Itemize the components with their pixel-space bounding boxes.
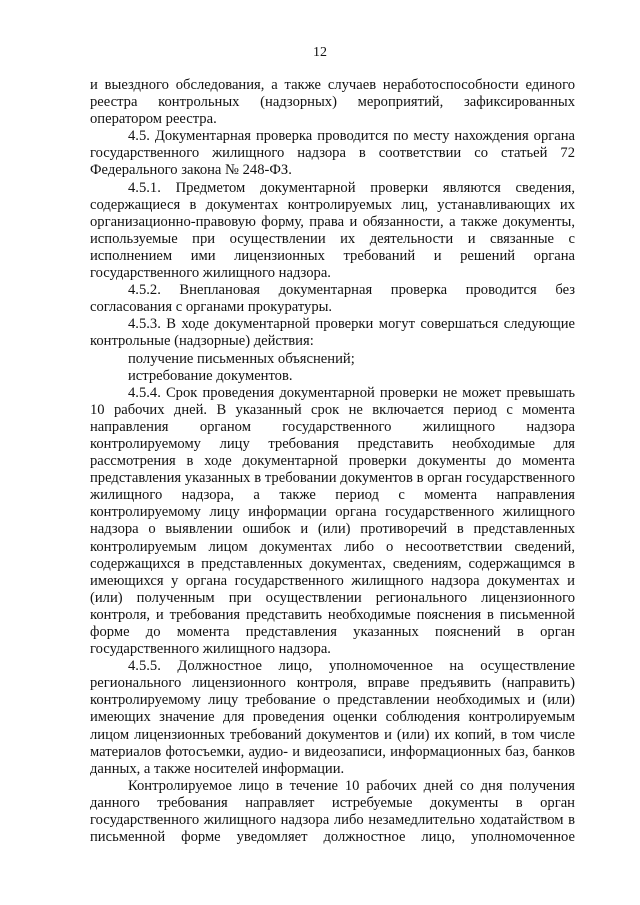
document-body (90, 77, 575, 846)
list-item-documents: истребование документов. (128, 367, 293, 384)
paragraph-4-5-3: 4.5.3. В ходе документарной проверки могут совершаться следующие контрольные (надзорные) действия: (90, 316, 575, 350)
paragraph-4-5-4: 4.5.4. Срок проведения документарной проверки не может превышать 10 рабочих дней. В указанный срок не включается период с момента направления органом государственного жилищного надзора контролируемому лицу требования представить необходимые для рассмотрения в ходе документарной проверки документы до момента представления указанных в требовании документов в орган государственного жилищного надзора, а также период с момента направления контролируемому лицу информации органа государственного жилищного надзора о выявлении ошибок и (или) противоречий в представленных контролируемым лицом документах либо о несоответствии сведений, содержащихся в представленных документах, сведениям, содержащимся в имеющихся у органа государственного жилищного надзора документах и (или) полученным при осуществлении регионального лицензионного контроля, и требования представить необходимые пояснения в письменной форме до момента представления указанных пояснений в орган государственного жилищного надзора. (90, 384, 575, 658)
paragraph-4-5: 4.5. Документарная проверка проводится по месту нахождения органа государственного жилищного надзора в соответствии со статьей 72 Федерального закона № 248-ФЗ. (90, 128, 575, 179)
paragraph-4-5-5: 4.5.5. Должностное лицо, уполномоченное на осуществление регионального лицензионного контроля, вправе предъявить (направить) контролируемому лицу требование о представлении необходимых и (или) имеющих значение для проведения оценки соблюдения контролируемым лицом лицензионных требований документов и (или) их копий, в том числе материалов фотосъемки, аудио- и видеозаписи, информационных баз, банков данных, а также носителей информации. (90, 658, 575, 777)
paragraph-4-5-2: 4.5.2. Внеплановая документарная проверка проводится без согласования с органами прокуратуры. (90, 282, 575, 316)
paragraph-4-5-1: 4.5.1. Предметом документарной проверки являются сведения, содержащиеся в документах контролируемых лиц, устанавливающих их организационно-правовую форму, права и обязанности, а также документы, используемые при осуществлении их деятельности и связанные с исполнением ими лицензионных требований и решений органа государственного жилищного надзора. (90, 179, 575, 282)
paragraph-controlled-person: Контролируемое лицо в течение 10 рабочих дней со дня получения данного требования направляет истребуемые документы в орган государственного жилищного надзора либо незамедлительно ходатайством в письменной форме уведомляет должностное лицо, уполномоченное (90, 777, 575, 846)
paragraph-continuation: и выездного обследования, а также случаев неработоспособности единого реестра контрольных (надзорных) мероприятий, зафиксированных оператором реестра. (90, 77, 575, 128)
page-number: 12 (313, 45, 327, 60)
list-item-explanations: получение письменных объяснений; (128, 350, 355, 367)
